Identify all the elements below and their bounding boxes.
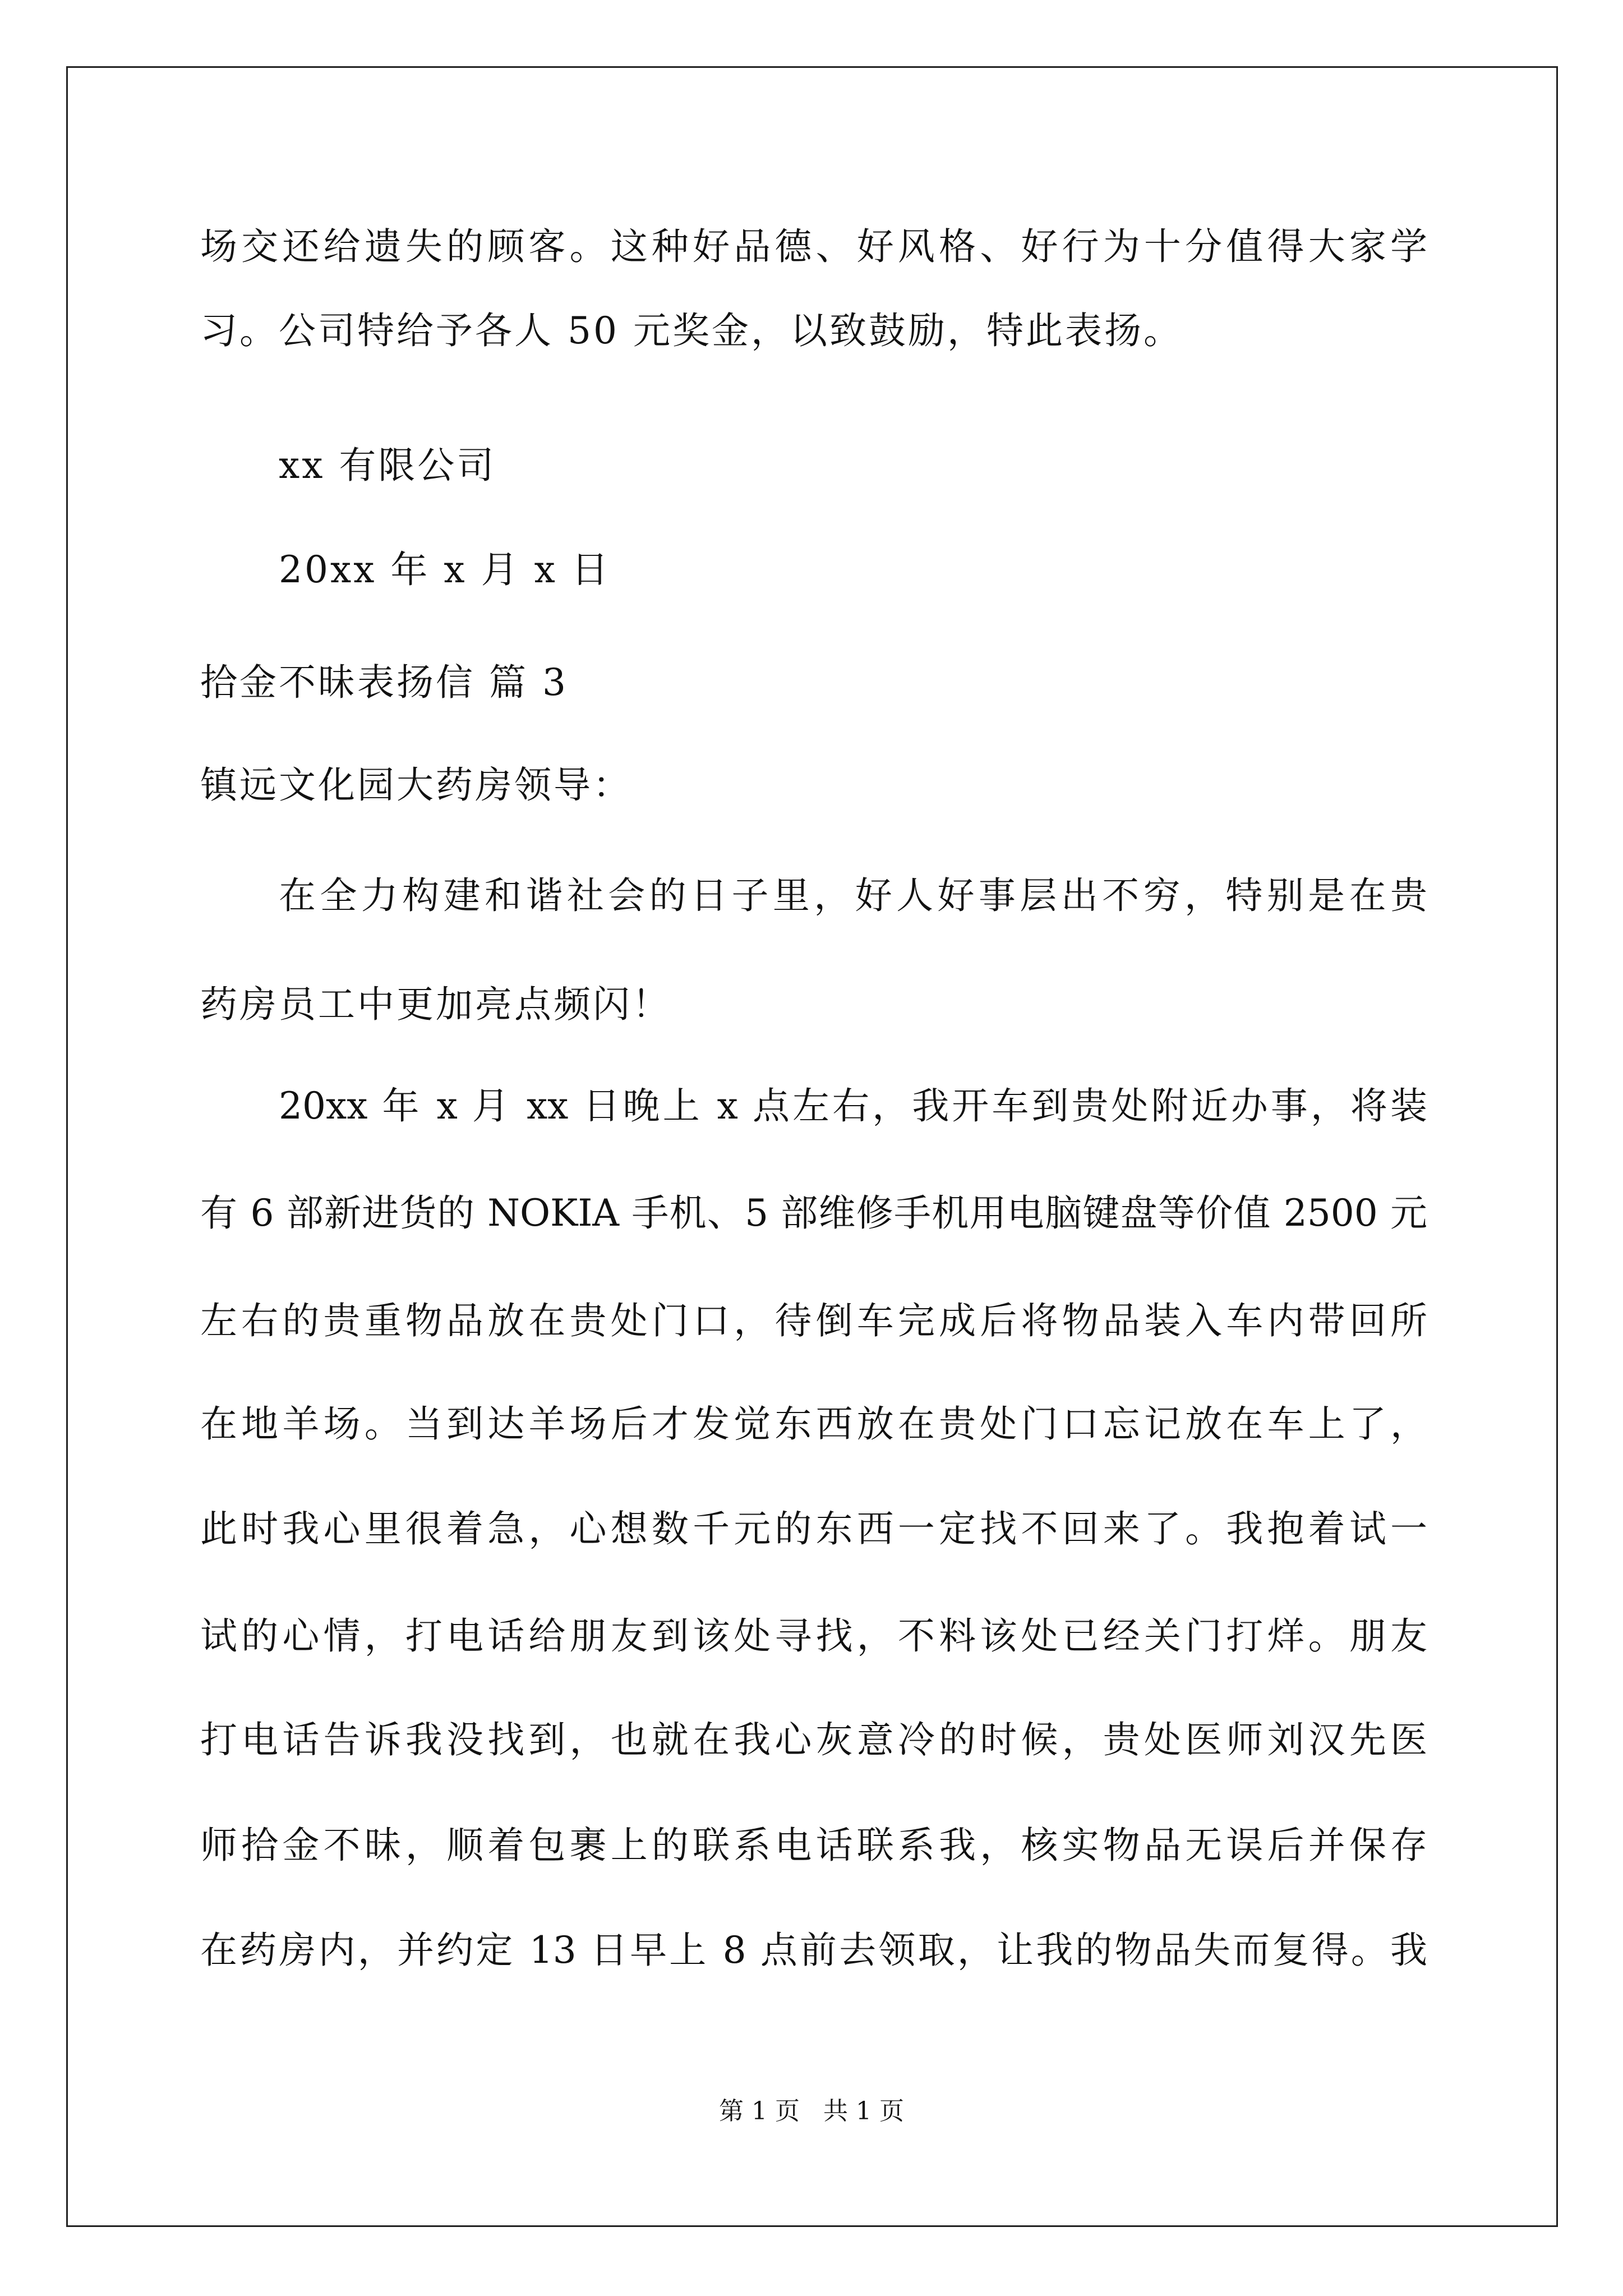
body-line: 药房员工中更加亮点频闪！ — [200, 983, 671, 1026]
salutation: 镇远文化园大药房领导： — [200, 763, 632, 807]
body-line: 在地羊场。当到达羊场后才发觉东西放在贵处门口忘记放在车上了， — [200, 1402, 1427, 1446]
body-line: 左右的贵重物品放在贵处门口，待倒车完成后将物品装入车内带回所 — [200, 1299, 1427, 1342]
body-line: 20xx 年 x 月 xx 日晚上 x 点左右，我开车到贵处附近办事，将装 — [279, 1084, 1427, 1128]
signature-company: xx 有限公司 — [279, 444, 496, 487]
body-line: 试的心情，打电话给朋友到该处寻找，不料该处已经关门打烊。朋友 — [200, 1614, 1427, 1658]
section-heading: 拾金不昧表扬信 篇 3 — [200, 661, 568, 704]
body-line: 在全力构建和谐社会的日子里，好人好事层出不穷，特别是在贵 — [279, 874, 1427, 917]
body-line: 场交还给遗失的顾客。这种好品德、好风格、好行为十分值得大家学 — [200, 225, 1427, 268]
body-line: 此时我心里很着急，心想数千元的东西一定找不回来了。我抱着试一 — [200, 1507, 1427, 1550]
page-border — [66, 66, 1558, 2227]
body-line: 在药房内，并约定 13 日早上 8 点前去领取，让我的物品失而复得。我 — [200, 1929, 1427, 1972]
body-line: 师拾金不昧，顺着包裹上的联系电话联系我，核实物品无误后并保存 — [200, 1824, 1427, 1867]
signature-date: 20xx 年 x 月 x 日 — [279, 548, 611, 591]
page-number-footer: 第 1 页 共 1 页 — [719, 2097, 904, 2125]
body-line: 习。公司特给予各人 50 元奖金，以致鼓励，特此表扬。 — [200, 309, 1183, 352]
body-line: 有 6 部新进货的 NOKIA 手机、5 部维修手机用电脑键盘等价值 2500 元 — [200, 1191, 1427, 1235]
body-line: 打电话告诉我没找到，也就在我心灰意冷的时候，贵处医师刘汉先医 — [200, 1718, 1427, 1761]
